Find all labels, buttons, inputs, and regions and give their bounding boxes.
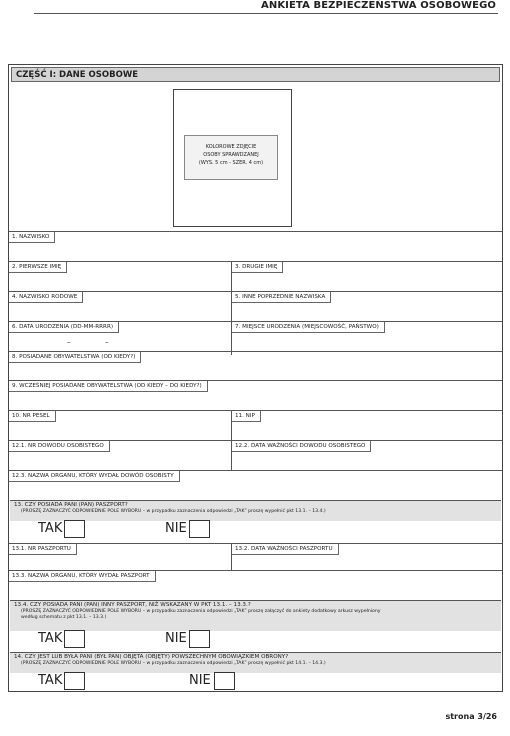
question-hint: (PROSZĘ ZAZNACZYĆ ODPOWIEDNIE POLE WYBORU – w przypadku zaznaczenia odpowiedzi „TAK” proszę wypełnić pkt 14.1. – 14.3.) bbox=[21, 661, 326, 666]
option-label-no: NIE bbox=[189, 673, 211, 688]
page-number: strona 3/26 bbox=[445, 712, 497, 721]
section-title: CZĘŚĆ I: DANE OSOBOWE bbox=[11, 67, 500, 82]
field-label: 1. NAZWISKO bbox=[9, 232, 55, 243]
surname-field[interactable] bbox=[9, 232, 502, 260]
header-rule bbox=[34, 13, 498, 14]
field-label: 13.2. DATA WAŻNOŚCI PASZPORTU bbox=[232, 544, 339, 555]
date-separator: – bbox=[67, 338, 71, 346]
field-label: 13.3. NAZWA ORGANU, KTÓRY WYDAŁ PASZPORT bbox=[9, 571, 156, 582]
question-13 bbox=[10, 500, 501, 521]
option-label-yes: TAK bbox=[38, 673, 63, 688]
field-label: 12.2. DATA WAŻNOŚCI DOWODU OSOBISTEGO bbox=[232, 441, 371, 452]
checkbox-q14-no[interactable] bbox=[214, 672, 235, 690]
field-label: 4. NAZWISKO RODOWE bbox=[9, 292, 83, 303]
field-label: 5. INNE POPRZEDNIE NAZWISKA bbox=[232, 292, 331, 303]
field-label: 8. POSIADANE OBYWATELSTWA (OD KIEDY?) bbox=[9, 352, 141, 363]
field-label: 3. DRUGIE IMIĘ bbox=[232, 262, 283, 273]
checkbox-q13-yes[interactable] bbox=[64, 520, 85, 538]
field-label: 13.1. NR PASZPORTU bbox=[9, 544, 77, 555]
field-label: 2. PIERWSZE IMIĘ bbox=[9, 262, 67, 273]
photo-line: KOLOROWE ZDJĘCIE bbox=[205, 144, 257, 150]
field-label: 7. MIEJSCE URODZENIA (MIEJSCOWOŚĆ, PAŃSTWO) bbox=[232, 322, 385, 333]
question-hint: (PROSZĘ ZAZNACZYĆ ODPOWIEDNIE POLE WYBORU – w przypadku zaznaczenia odpowiedzi „TAK” proszę wypełnić pkt 13.1. – 13.4.) bbox=[21, 509, 326, 514]
checkbox-q13-no[interactable] bbox=[189, 520, 210, 538]
photo-line: OSOBY SPRAWDZANEJ bbox=[203, 152, 259, 158]
form bbox=[8, 64, 503, 692]
question-text: 13. CZY POSIADA PANI (PAN) PASZPORT? bbox=[14, 502, 128, 508]
option-label-no: NIE bbox=[165, 631, 187, 646]
question-hint: (PROSZĘ ZAZNACZYĆ ODPOWIEDNIE POLE WYBORU – w przypadku zaznaczenia odpowiedzi „TAK” proszę załączyć do ankiety dodatkowy arkusz wypełniony bbox=[21, 609, 381, 614]
field-label: 6. DATA URODZENIA (DD-MM-RRRR) bbox=[9, 322, 119, 333]
date-separator: – bbox=[105, 338, 109, 346]
question-text: 14. CZY JEST LUB BYŁA PANI (BYŁ PAN) OBJĘTA (OBJĘTY) POWSZECHNYM OBOWIĄZKIEM OBRONY? bbox=[14, 654, 289, 660]
option-label-yes: TAK bbox=[38, 521, 63, 536]
option-label-yes: TAK bbox=[38, 631, 63, 646]
photo-placeholder bbox=[184, 135, 278, 180]
field-label: 9. WCZEŚNIEJ POSIADANE OBYWATELSTWA (OD KIEDY – DO KIEDY?) bbox=[9, 381, 208, 392]
checkbox-q13-4-no[interactable] bbox=[189, 630, 210, 648]
option-label-no: NIE bbox=[165, 521, 187, 536]
question-hint: według schematu z pkt 13.1. – 13.3.) bbox=[21, 615, 107, 620]
question-text: 13.4. CZY POSIADA PANI (PAN) INNY PASZPORT, NIŻ WSKAZANY W PKT 13.1. – 13.3.? bbox=[14, 602, 251, 608]
field-label: 12.3. NAZWA ORGANU, KTÓRY WYDAŁ DOWÓD OSOBISTY bbox=[9, 471, 180, 482]
field-label: 12.1. NR DOWODU OSOBISTEGO bbox=[9, 441, 110, 452]
photo-frame bbox=[173, 89, 292, 227]
question-13-4 bbox=[10, 600, 501, 631]
checkbox-q13-4-yes[interactable] bbox=[64, 630, 85, 648]
field-label: 11. NIP bbox=[232, 411, 261, 422]
checkbox-q14-yes[interactable] bbox=[64, 672, 85, 690]
document-title: ANKIETA BEZPIECZEŃSTWA OSOBOWEGO bbox=[261, 0, 496, 11]
column-divider bbox=[231, 261, 232, 355]
photo-line: (WYS. 5 cm - SZER. 4 cm) bbox=[198, 160, 264, 166]
field-label: 10. NR PESEL bbox=[9, 411, 56, 422]
question-14 bbox=[10, 652, 501, 673]
